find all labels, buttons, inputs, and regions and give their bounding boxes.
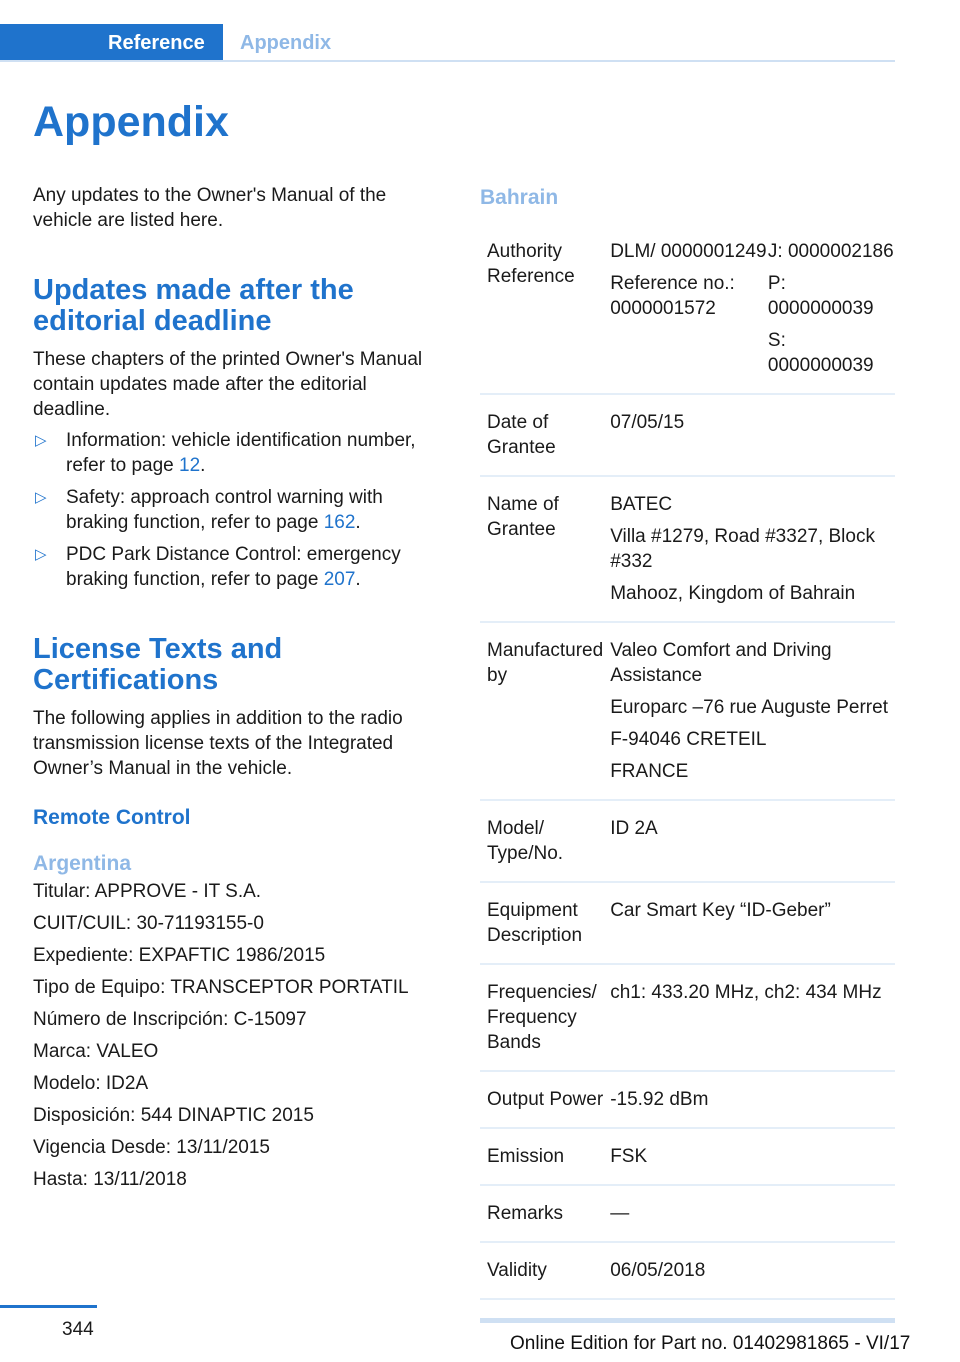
edition-footer: Online Edition for Part no. 01402981865 - VI/17 [510,1333,911,1354]
intro-text: Any updates to the Owner's Manual of the vehicle are listed here. [33,185,387,231]
list-item-end: . [355,512,361,533]
updates-heading: Updates made after the editorial deadline [33,274,354,337]
triangle-bullet-icon: ▷ [35,432,47,449]
value-line: BATEC [610,494,673,515]
row-label: Frequencies/ Frequency Bands [480,964,603,1071]
detail-line: Número de Inscripción: C-15097 [33,1009,307,1030]
table-end-rule [480,1318,895,1323]
table-row [480,964,895,1071]
country-heading-bahrain: Bahrain [480,186,559,209]
value-line: Europarc –76 rue Auguste Perret [610,697,888,718]
page-reference-link[interactable]: 207 [323,569,356,590]
row-label: Output Power [480,1071,603,1128]
detail-line: Modelo: ID2A [33,1073,149,1094]
detail-line: Hasta: 13/11/2018 [33,1169,187,1190]
row-label: Emission [480,1128,603,1185]
row-label: Model/ Type/No. [480,800,603,882]
value-line: F-94046 CRETEIL [610,729,767,750]
table-row [480,1128,895,1185]
value-line: Reference no.: 0000001572 [610,273,735,319]
license-text: The following applies in addition to the radio transmission license texts of the Integrated Owner’s Manual in the vehicle. [33,708,403,779]
list-item-text: Safety: approach control warning with braking function, refer to page [66,487,383,533]
table-row [480,1242,895,1299]
row-value [603,800,895,882]
row-label: Date of Grantee [480,394,603,476]
detail-line: Titular: APPROVE - IT S.A. [33,881,262,902]
list-item-text: PDC Park Distance Control: emergency braking function, refer to page [66,544,401,590]
detail-line: Disposición: 544 DINAPTIC 2015 [33,1105,314,1126]
detail-line: Vigencia Desde: 13/11/2015 [33,1137,270,1158]
row-value [603,394,895,476]
row-label: Validity [480,1242,603,1299]
value-line: Mahooz, Kingdom of Bahrain [610,583,856,604]
table-row [480,394,895,476]
list-item [33,428,445,478]
value-line: 07/05/15 [610,412,685,433]
row-label: Authority Reference [480,224,603,394]
list-item-text: Information: vehicle identification number, refer to page [66,430,416,476]
chapter-header [0,24,895,62]
updates-text: These chapters of the printed Owner's Manual contain updates made after the editorial deadline. [33,349,423,420]
table-row [480,800,895,882]
page-title: Appendix [33,98,229,146]
value-line: S: 0000000039 [767,330,874,376]
table-row [480,882,895,964]
detail-line: CUIT/CUIL: 30-71193155-0 [33,913,264,934]
row-value [603,622,895,800]
value-line: 06/05/2018 [610,1260,706,1281]
row-value [603,1071,895,1128]
table-row [480,1185,895,1242]
value-line: FRANCE [610,761,689,782]
row-label: Name of Grantee [480,476,603,622]
table-row [480,622,895,800]
row-label: Remarks [480,1185,603,1242]
value-line: ch1: 433.20 MHz, ch2: 434 MHz [610,982,882,1003]
value-line: P: 0000000039 [767,273,874,319]
table-row [480,476,895,622]
bahrain-certification-table [480,224,895,1300]
value-line: Villa #1279, Road #3327, Block #332 [610,526,875,572]
list-item-end: . [200,455,206,476]
row-value [603,1242,895,1299]
list-item [33,485,445,535]
row-value [603,882,895,964]
updates-list [33,428,445,592]
tab-reference[interactable]: Reference [0,24,223,62]
page-reference-link[interactable]: 162 [323,512,356,533]
row-value [603,476,895,622]
value-line: FSK [610,1146,648,1167]
table-row [480,1071,895,1128]
remote-control-heading: Remote Control [33,806,191,829]
header-rule [0,60,895,62]
detail-line: Marca: VALEO [33,1041,159,1062]
value-line: J: 0000002186 [767,241,894,262]
value-line: — [610,1203,630,1224]
row-value [603,964,895,1071]
right-column [480,185,895,1323]
value-line: Car Smart Key “ID-Geber” [610,900,831,921]
row-label: Manufactured by [480,622,603,800]
list-item-end: . [355,569,361,590]
table-row [480,224,895,394]
value-line: Valeo Comfort and Driving Assistance [610,640,832,686]
license-heading: License Texts and Certifications [33,633,283,696]
triangle-bullet-icon: ▷ [35,489,47,506]
detail-line: Tipo de Equipo: TRANSCEPTOR PORTATIL [33,977,409,998]
triangle-bullet-icon: ▷ [35,546,47,563]
list-item [33,542,445,592]
value-line: ID 2A [610,818,658,839]
page-number-rule [0,1305,97,1308]
detail-line: Expediente: EXPAFTIC 1986/2015 [33,945,326,966]
country-heading-argentina: Argentina [33,852,132,875]
row-value [603,1185,895,1242]
tab-appendix[interactable]: Appendix [240,32,332,54]
row-label: Equipment Description [480,882,603,964]
page-reference-link[interactable]: 12 [179,455,201,476]
page-number: 344 [62,1319,94,1340]
argentina-details [33,879,445,1192]
left-column [33,98,445,1199]
value-line: DLM/ 0000001249 [610,241,767,262]
value-line: -15.92 dBm [610,1089,709,1110]
row-value [603,1128,895,1185]
row-value [603,224,895,394]
